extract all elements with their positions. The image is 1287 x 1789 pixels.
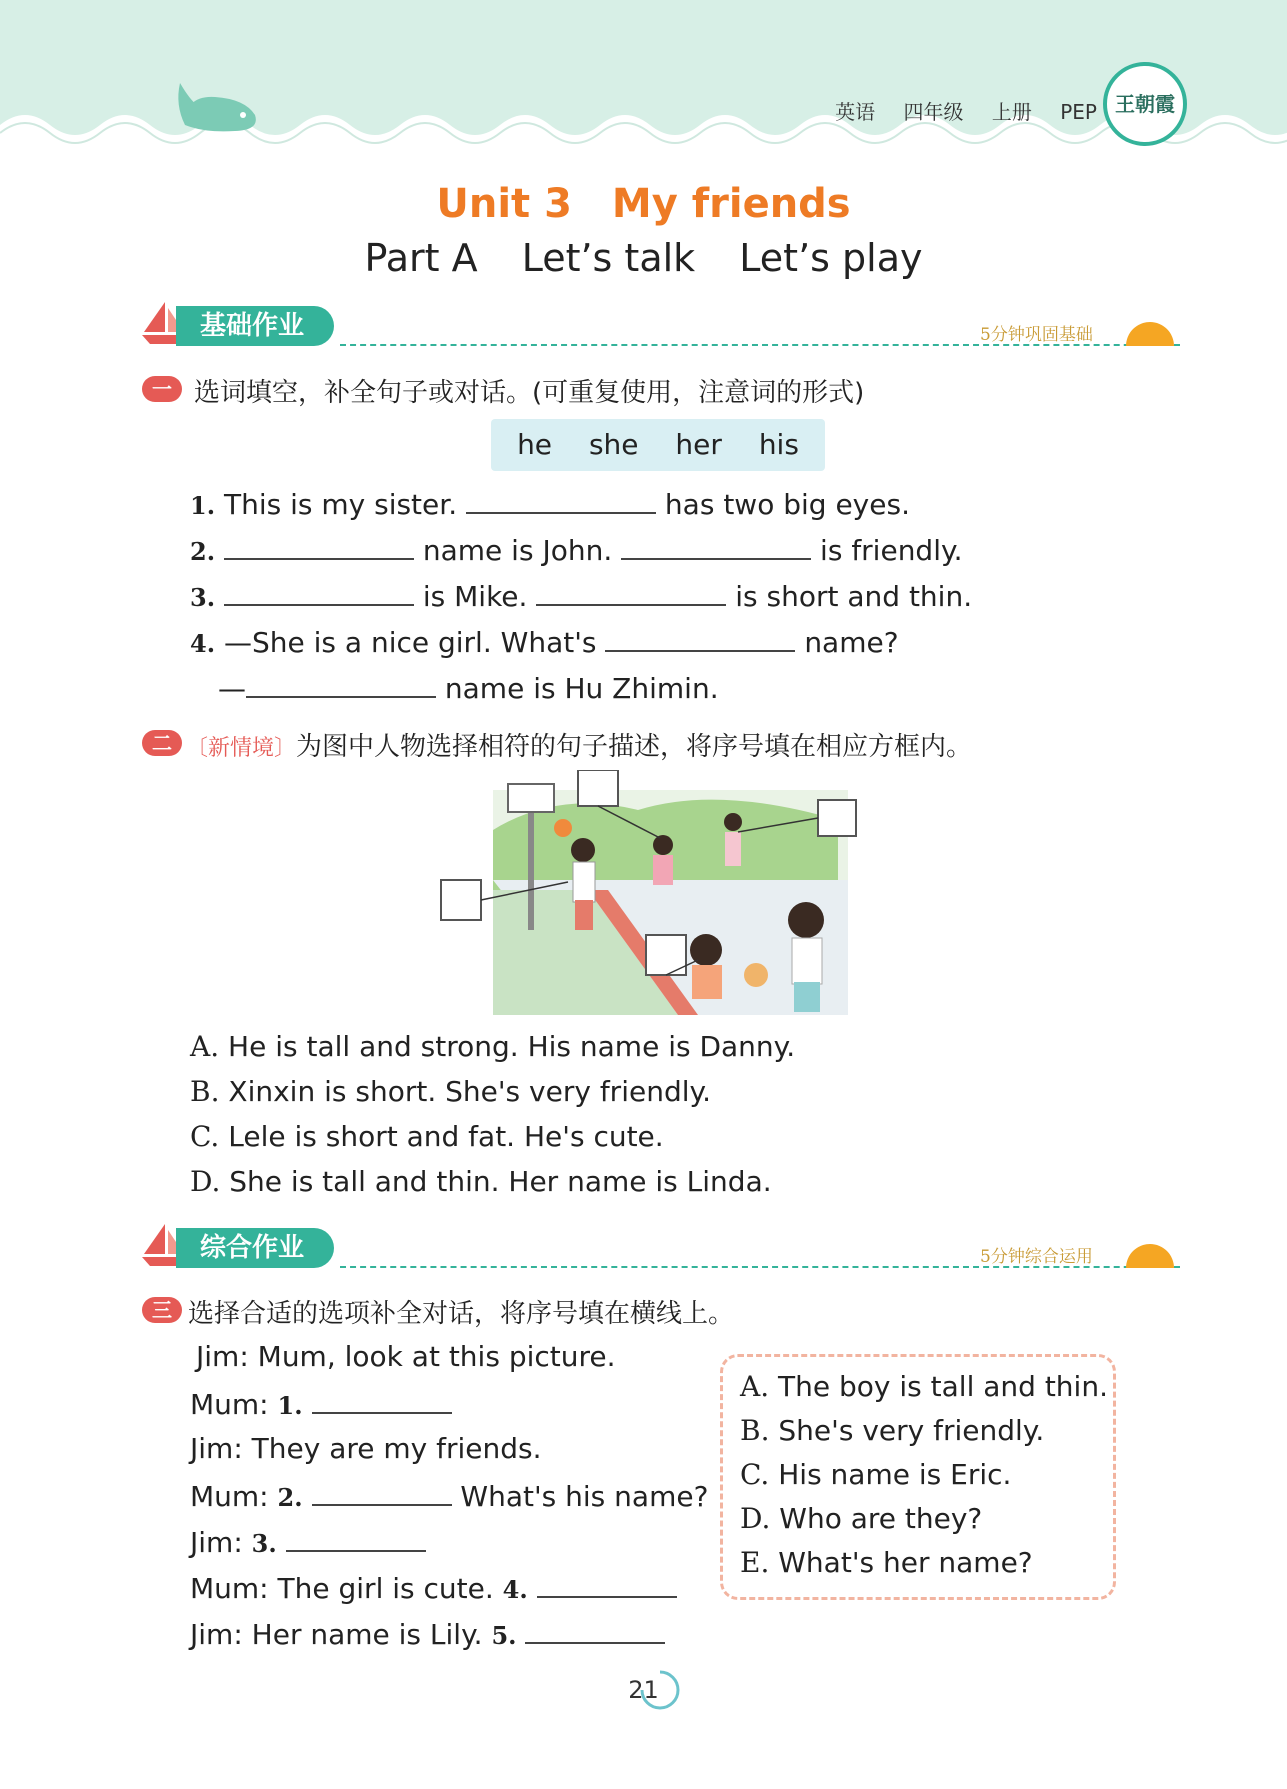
q2-option-c: C. Lele is short and fat. He's cute. <box>190 1120 664 1153</box>
q1-badge: 一 <box>142 376 182 402</box>
q3-option-d: D. Who are they? <box>740 1502 983 1535</box>
q1-item-3: 3. is Mike. is short and thin. <box>190 580 973 613</box>
section-comprehensive-banner: 综合作业 <box>176 1228 334 1268</box>
q2-option-a: A. He is tall and strong. His name is Danny. <box>190 1030 796 1063</box>
word-his: his <box>758 428 799 461</box>
answer-box-left <box>441 880 481 920</box>
answer-blank[interactable] <box>246 670 436 698</box>
dialogue-line-4: Mum: 2. What's his name? <box>190 1480 709 1513</box>
dialogue-line-7: Jim: Her name is Lily. 5. <box>190 1616 665 1651</box>
answer-blank[interactable] <box>312 1386 452 1414</box>
dialogue-line-3: Jim: They are my friends. <box>190 1432 542 1465</box>
answer-blank[interactable] <box>466 486 656 514</box>
answer-blank[interactable] <box>286 1524 426 1552</box>
q1-item-4: 4. —She is a nice girl. What's name? <box>190 626 899 659</box>
section-basic-banner: 基础作业 <box>176 306 334 346</box>
q1-instruction: 选词填空，补全句子或对话。(可重复使用，注意词的形式) <box>194 378 865 408</box>
q3-option-a: A. The boy is tall and thin. <box>740 1370 1108 1403</box>
page-title: Unit 3 My friends <box>436 181 851 227</box>
answer-box-right <box>818 800 856 836</box>
answer-blank[interactable] <box>605 624 795 652</box>
q1-item-1: 1. This is my sister. has two big eyes. <box>190 488 910 521</box>
dialogue-line-6: Mum: The girl is cute. 4. <box>190 1570 677 1605</box>
logo-text: 王朝霞 <box>1115 92 1175 116</box>
q3-option-e: E. What's her name? <box>740 1546 1033 1579</box>
header-grade: 四年级 <box>903 100 964 124</box>
answer-blank[interactable] <box>312 1478 452 1506</box>
answer-blank[interactable] <box>536 578 726 606</box>
q2-option-d: D. She is tall and thin. Her name is Linda. <box>190 1165 772 1198</box>
q2-badge: 二 <box>142 730 182 756</box>
q2-tag: 〔新情境〕 <box>186 736 297 761</box>
word-her: her <box>675 428 722 461</box>
q3-option-b: B. She's very friendly. <box>740 1414 1045 1447</box>
park-scene-illustration <box>438 770 878 1020</box>
sun-icon <box>1122 314 1178 350</box>
header-volume: 上册 <box>991 100 1032 124</box>
section-basic-tagline: 5分钟巩固基础 <box>980 325 1093 345</box>
subtitle-talk: Let’s talk <box>521 236 696 280</box>
answer-blank[interactable] <box>621 532 811 560</box>
word-he: he <box>517 428 553 461</box>
word-bank <box>491 419 825 471</box>
q3-option-c: C. His name is Eric. <box>740 1458 1012 1491</box>
dialogue-line-5: Jim: 3. <box>190 1524 426 1559</box>
subtitle-play: Let’s play <box>739 236 923 280</box>
dialogue-line-2: Mum: 1. <box>190 1386 452 1421</box>
section-comprehensive-tagline: 5分钟综合运用 <box>980 1247 1093 1267</box>
q2-instruction-line <box>186 726 972 763</box>
dialogue-line-1: Jim: Mum, look at this picture. <box>196 1340 616 1373</box>
subtitle-part: Part A <box>364 236 478 280</box>
q2-instruction: 为图中人物选择相符的句子描述，将序号填在相应方框内。 <box>296 732 973 762</box>
header-edition: PEP <box>1060 100 1097 124</box>
q1-item-4-reply: — name is Hu Zhimin. <box>218 672 719 705</box>
q1-item-2: 2. name is John. is friendly. <box>190 534 963 567</box>
page-subtitle <box>0 236 1287 280</box>
word-she: she <box>588 428 639 461</box>
answer-box-top <box>578 770 618 806</box>
page-number: 21 <box>628 1676 659 1704</box>
answer-blank[interactable] <box>537 1570 677 1598</box>
answer-blank[interactable] <box>224 578 414 606</box>
answer-blank[interactable] <box>224 532 414 560</box>
q3-instruction: 选择合适的选项补全对话，将序号填在横线上。 <box>188 1299 735 1329</box>
q3-badge: 三 <box>142 1297 182 1323</box>
answer-blank[interactable] <box>525 1616 665 1644</box>
whale-icon <box>175 75 275 135</box>
header-subject: 英语 <box>835 100 876 124</box>
sun-icon <box>1122 1236 1178 1272</box>
header-meta <box>821 96 1097 125</box>
brand-logo <box>1103 62 1187 146</box>
q2-option-b: B. Xinxin is short. She's very friendly. <box>190 1075 711 1108</box>
